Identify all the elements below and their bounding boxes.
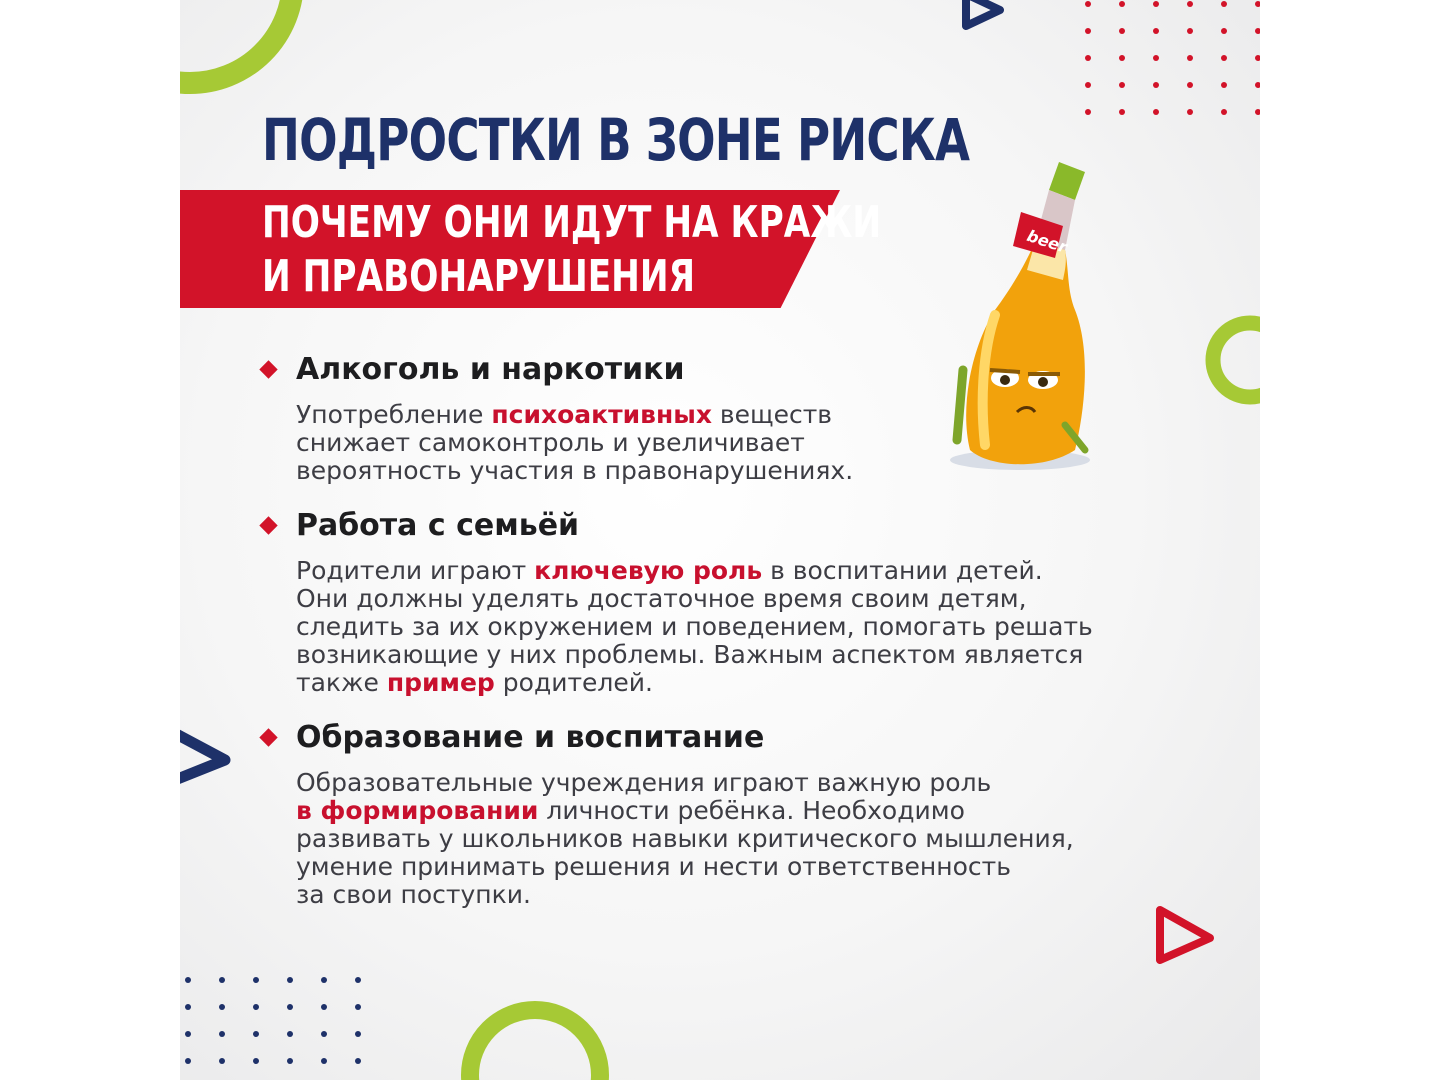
decor-dot	[1119, 109, 1125, 115]
body-line: следить за их окружением и поведением, помогать решать	[296, 612, 1093, 641]
diamond-bullet-icon	[259, 516, 277, 534]
decor-dot	[1153, 1, 1159, 7]
decor-dot	[321, 1031, 327, 1037]
decor-dot	[1153, 82, 1159, 88]
decor-dot	[1187, 1, 1193, 7]
decor-dot	[219, 1031, 225, 1037]
decor-dot	[219, 977, 225, 983]
decor-dot	[287, 1031, 293, 1037]
body-line: Они должны уделять достаточное время своим детям,	[296, 584, 1027, 613]
red-triangle-bottom-right	[1150, 900, 1220, 970]
body-line: Родители играют ключевую роль в воспитании детей.	[296, 556, 1043, 585]
body-line: вероятность участия в правонарушениях.	[296, 456, 854, 485]
decor-dot	[321, 977, 327, 983]
decor-dot	[1085, 55, 1091, 61]
decor-dot	[1085, 1, 1091, 7]
highlight-text: психоактивных	[491, 400, 712, 429]
body-line: также пример родителей.	[296, 668, 653, 697]
red-dot-grid-top-right	[1076, 0, 1260, 130]
decor-dot	[185, 1058, 191, 1064]
decor-dot	[1255, 28, 1260, 34]
bottle-label-text: beer	[1024, 226, 1070, 257]
decor-dot	[355, 1031, 361, 1037]
decor-dot	[1153, 28, 1159, 34]
decor-dot	[1085, 82, 1091, 88]
decor-dot	[287, 1058, 293, 1064]
decor-dot	[1153, 55, 1159, 61]
body-line: развивать у школьников навыки критического мышления,	[296, 824, 1074, 853]
page-title: ПОДРОСТКИ В ЗОНЕ РИСКА	[262, 106, 970, 174]
decor-dot	[219, 1058, 225, 1064]
decor-dot	[1255, 82, 1260, 88]
body-line: возникающие у них проблемы. Важным аспектом является	[296, 640, 1084, 669]
infographic-card	[180, 0, 1260, 1080]
green-ring-top-left	[180, 0, 320, 110]
green-ring-right	[1200, 310, 1260, 410]
decor-dot	[253, 1004, 259, 1010]
decor-dot	[1187, 55, 1193, 61]
highlight-text: в формировании	[296, 796, 539, 825]
decor-dot	[185, 1004, 191, 1010]
body-line: Образовательные учреждения играют важную роль	[296, 768, 992, 797]
highlight-text: ключевую роль	[534, 556, 763, 585]
decor-dot	[321, 1058, 327, 1064]
navy-dot-grid-bottom-left	[180, 970, 370, 1080]
section-heading: Образование и воспитание	[296, 720, 765, 755]
navy-triangle-top	[958, 0, 1008, 32]
section-heading: Работа с семьёй	[296, 508, 580, 543]
decor-dot	[1221, 82, 1227, 88]
body-line: снижает самоконтроль и увеличивает	[296, 428, 805, 457]
decor-dot	[1187, 82, 1193, 88]
section-body	[296, 557, 1093, 697]
decor-dot	[1119, 28, 1125, 34]
decor-dot	[185, 977, 191, 983]
body-line: в формировании личности ребёнка. Необходимо	[296, 796, 965, 825]
body-line: умение принимать решения и нести ответственность	[296, 852, 1011, 881]
decor-dot	[1221, 1, 1227, 7]
banner-line-2: И ПРАВОНАРУШЕНИЯ	[262, 251, 696, 302]
decor-dot	[1119, 55, 1125, 61]
section-body	[296, 401, 853, 485]
decor-dot	[1085, 28, 1091, 34]
decor-dot	[1187, 109, 1193, 115]
section-heading: Алкоголь и наркотики	[296, 352, 685, 387]
decor-dot	[355, 977, 361, 983]
decor-dot	[1255, 1, 1260, 7]
decor-dot	[1119, 1, 1125, 7]
decor-dot	[287, 977, 293, 983]
decor-dot	[355, 1004, 361, 1010]
decor-dot	[287, 1004, 293, 1010]
navy-triangle-left	[180, 710, 240, 800]
decor-dot	[1153, 109, 1159, 115]
decor-dot	[185, 1031, 191, 1037]
highlight-text: пример	[386, 668, 495, 697]
decor-dot	[1221, 109, 1227, 115]
decor-dot	[219, 1004, 225, 1010]
decor-dot	[355, 1058, 361, 1064]
decor-dot	[1255, 55, 1260, 61]
section-body	[296, 769, 1074, 909]
banner-line-1: ПОЧЕМУ ОНИ ИДУТ НА КРАЖИ	[262, 197, 882, 248]
body-line: Употребление психоактивных веществ	[296, 400, 833, 429]
decor-dot	[1255, 109, 1260, 115]
diamond-bullet-icon	[259, 728, 277, 746]
beer-bottle-character-icon	[935, 150, 1115, 480]
decor-dot	[1119, 82, 1125, 88]
decor-dot	[253, 977, 259, 983]
decor-dot	[1221, 28, 1227, 34]
decor-dot	[253, 1058, 259, 1064]
decor-dot	[321, 1004, 327, 1010]
subtitle-banner-text	[262, 196, 881, 304]
decor-dot	[1085, 109, 1091, 115]
decor-dot	[1187, 28, 1193, 34]
diamond-bullet-icon	[259, 360, 277, 378]
green-ring-bottom	[450, 990, 620, 1080]
decor-dot	[1221, 55, 1227, 61]
decor-dot	[253, 1031, 259, 1037]
body-line: за свои поступки.	[296, 880, 531, 909]
